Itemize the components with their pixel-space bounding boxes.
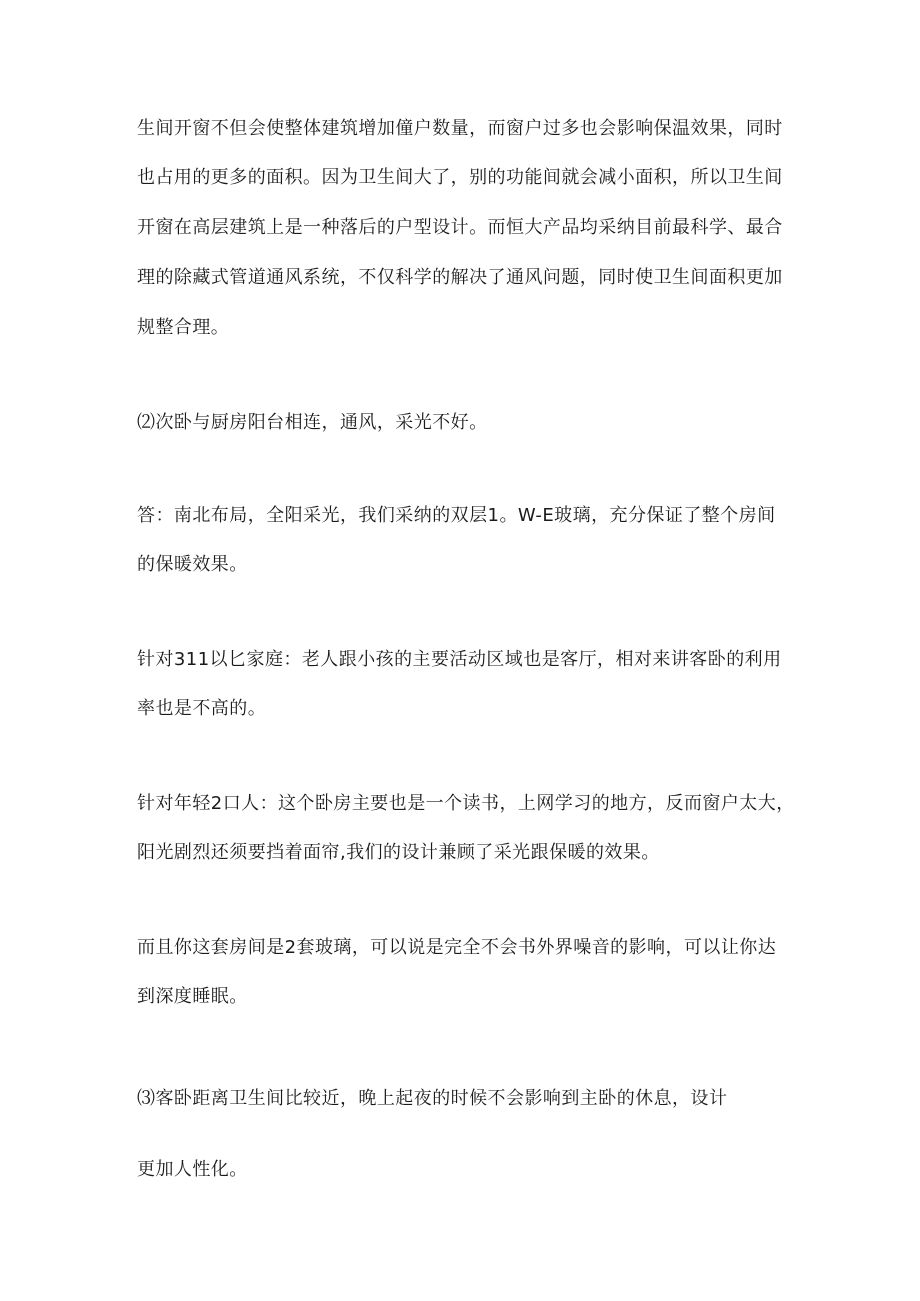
text-line: 也占用的更多的面积。因为卫生间大了，别的功能间就会减小面积，所以卫生间: [137, 167, 783, 188]
text-line: 针对311以匕家庭：老人跟小孩的主要活动区域也是客厅，相对来讲客卧的利用: [137, 649, 782, 670]
text-line: 到深度睡眠。: [137, 986, 248, 1007]
text-line: 而且你这套房间是2套玻璃，可以说是完全不会书外界噪音的影响，可以让你达: [137, 937, 777, 958]
text-line: 答：南北布局，全阳采光，我们采纳的双层1。W-E玻璃，充分保证了整个房间: [137, 505, 776, 526]
text-line: 理的除藏式管道通风系统，不仅科学的解决了通风问题，同时使卫生间面积更加: [137, 267, 783, 288]
text-line: 开窗在高层建筑上是一种落后的户型设计。而恒大产品均采纳目前最科学、最合: [137, 217, 783, 238]
text-line: 率也是不高的。: [137, 698, 267, 719]
text-line: 的保暖效果。: [137, 554, 248, 575]
text-line: 更加人性化。: [137, 1159, 248, 1180]
text-line: 阳光剧烈还须要挡着面帘,我们的设计兼顾了采光跟保暖的效果。: [137, 842, 660, 863]
text-line: 针对年轻2口人：这个卧房主要也是一个读书，上网学习的地方，反而窗户太大，: [137, 793, 795, 814]
text-line: ⑵次卧与厨房阳台相连，通风，采光不好。: [137, 412, 488, 433]
text-line: 规整合理。: [137, 317, 230, 338]
text-line: ⑶客卧距离卫生间比较近，晚上起夜的时候不会影响到主卧的休息，设计: [137, 1088, 728, 1109]
text-line: 生间开窗不但会使整体建筑增加僮户数量，而窗户过多也会影响保温效果，同时: [137, 118, 783, 139]
